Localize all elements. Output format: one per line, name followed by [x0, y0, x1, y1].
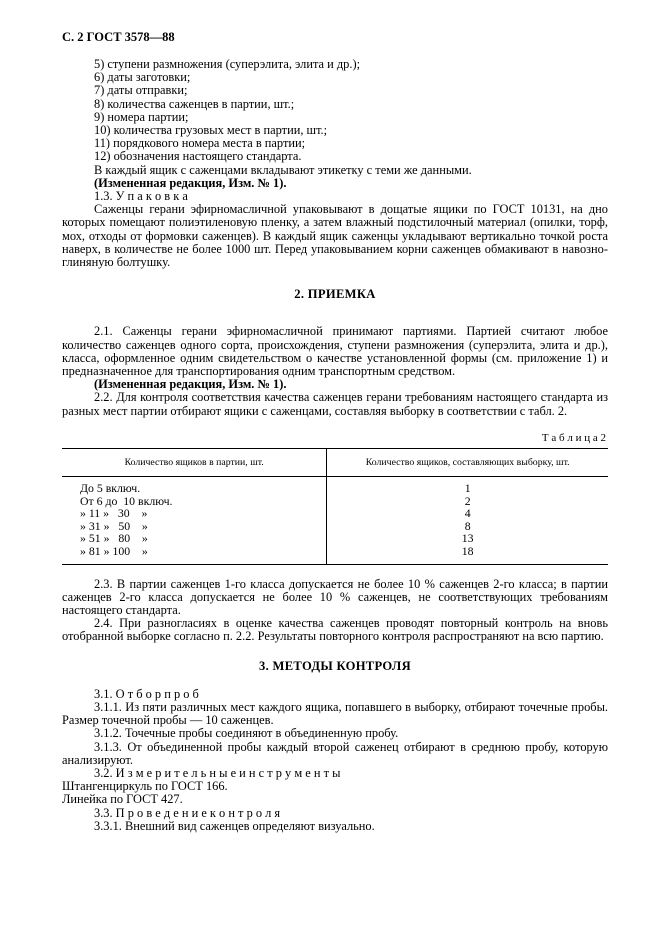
table-cell-range: » 81 » 100 » [62, 545, 327, 564]
clause-heading-packing: 1.3. У п а к о в к а [94, 189, 188, 204]
table-cell-count: 2 [464, 493, 471, 508]
clause-heading-instruments: 3.2. И з м е р и т е л ь н ы е и н с т р у м е н т ы [94, 766, 341, 781]
list-item: 6) даты заготовки; [94, 70, 191, 85]
list-item: 12) обозначения настоящего стандарта. [94, 149, 302, 164]
amendment-note: (Измененная редакция, Изм. № 1). [94, 175, 287, 190]
table-cell-count: 1 [464, 481, 471, 496]
document-content [62, 58, 608, 833]
list-item: 8) количества саженцев в партии, шт.; [94, 96, 295, 111]
table-row [62, 477, 608, 495]
amendment-note: (Измененная редакция, Изм. № 1). [94, 377, 287, 392]
paragraph-2-3: 2.3. В партии саженцев 1-го класса допускается не более 10 % саженцев 2-го класса; в партии саженцев 2-го класса допускается не более 10 % саженцев, не соответствующих требованиям настоящего стандарта. [62, 576, 608, 618]
table-caption: Т а б л и ц а 2 [541, 431, 606, 444]
paragraph-3-3-1: 3.3.1. Внешний вид саженцев определяют визуально. [94, 818, 375, 833]
table-cell-range: » 31 » 50 » [62, 520, 327, 533]
paragraph-2-2: 2.2. Для контроля соответствия качества саженцев герани требованиям настоящего стандарта из разных мест партии отбирают ящики с саженцами, составляя выборку в соответствии с табл. 2. [62, 390, 608, 418]
list-item: 5) ступени размножения (суперэлита, элита и др.); [94, 57, 361, 71]
table-cell-range: » 11 » 30 » [62, 507, 327, 520]
paragraph-label-note: В каждый ящик с саженцами вкладывают этикетку с теми же данными. [94, 162, 472, 177]
table-body [62, 477, 608, 565]
table-header-boxes-in-sample: Количество ящиков, составляющих выборку, шт. [327, 449, 608, 477]
line-ruler: Линейка по ГОСТ 427. [62, 792, 183, 807]
paragraph-3-1-3: 3.1.3. От объединенной пробы каждый второй саженец отбирают в среднюю пробу, которую анализируют. [62, 739, 608, 767]
table-head [62, 449, 608, 477]
list-item: 10) количества грузовых мест в партии, шт.; [94, 123, 328, 138]
clause-heading-sampling: 3.1. О т б о р п р о б [94, 686, 199, 701]
table-cell-range: До 5 включ. [62, 477, 327, 495]
paragraph-3-1-1: 3.1.1. Из пяти различных мест каждого ящика, попавшего в выборку, отбирают точечные пробы. Размер точечной пробы — 10 саженцев. [62, 700, 608, 728]
table-row [62, 507, 608, 520]
table-header-row [62, 449, 608, 477]
list-item: 7) даты отправки; [94, 83, 188, 98]
table-cell-count: 8 [464, 518, 471, 533]
paragraph-3-1-2: 3.1.2. Точечные пробы соединяют в объединенную пробу. [94, 726, 399, 741]
table-cell-count: 13 [461, 531, 474, 546]
paragraph-2-1: 2.1. Саженцы герани эфирномасличной принимают партиями. Партией считают любое количество саженцев одного сорта, происхождения, ступени размножения (суперэлита, элита и др.), класса, оформленное одним свидетельством о качестве установленной формы (см. приложение 1) и предназначенное для транспортирования одним транспортным средством. [62, 324, 608, 379]
table-row [62, 545, 608, 564]
paragraph-2-4: 2.4. При разногласиях в оценке качества саженцев проводят повторный контроль на вновь отобранной выборке согласно п. 2.2. Результаты повторного контроля распространяют на всю партию. [62, 616, 608, 644]
list-item: 9) номера партии; [94, 109, 189, 124]
table-cell-count: 18 [461, 544, 474, 559]
numbered-list [94, 58, 608, 164]
table-cell-range: От 6 до 10 включ. [62, 495, 327, 508]
clause-heading-procedure: 3.3. П р о в е д е н и е к о н т р о л я [94, 805, 281, 820]
page-header: С. 2 ГОСТ 3578—88 [62, 30, 175, 44]
section-heading-control-methods: 3. МЕТОДЫ КОНТРОЛЯ [259, 658, 411, 673]
section-heading-acceptance: 2. ПРИЕМКА [294, 287, 376, 302]
list-item: 11) порядкового номера места в партии; [94, 136, 306, 151]
table-cell-count: 4 [464, 506, 471, 521]
sampling-table [62, 448, 608, 565]
paragraph-packing: Саженцы герани эфирномасличной упаковывают в дощатые ящики по ГОСТ 10131, на дно которых помещают полиэтиленовую пленку, а затем влажный подстилочный материал (опилки, торф, мох, отходы от формовки саженцев). В каждый ящик саженцы укладывают вертикально точкой роста наверх, в количестве не более 1000 шт. Перед упаковыванием корни саженцев обмакивают в навозно-глиняную болтушку. [62, 202, 608, 270]
line-calipers: Штангенциркуль по ГОСТ 166. [62, 779, 228, 794]
table-header-boxes-in-lot: Количество ящиков в партии, шт. [62, 449, 327, 477]
table-cell-range: » 51 » 80 » [62, 532, 327, 545]
